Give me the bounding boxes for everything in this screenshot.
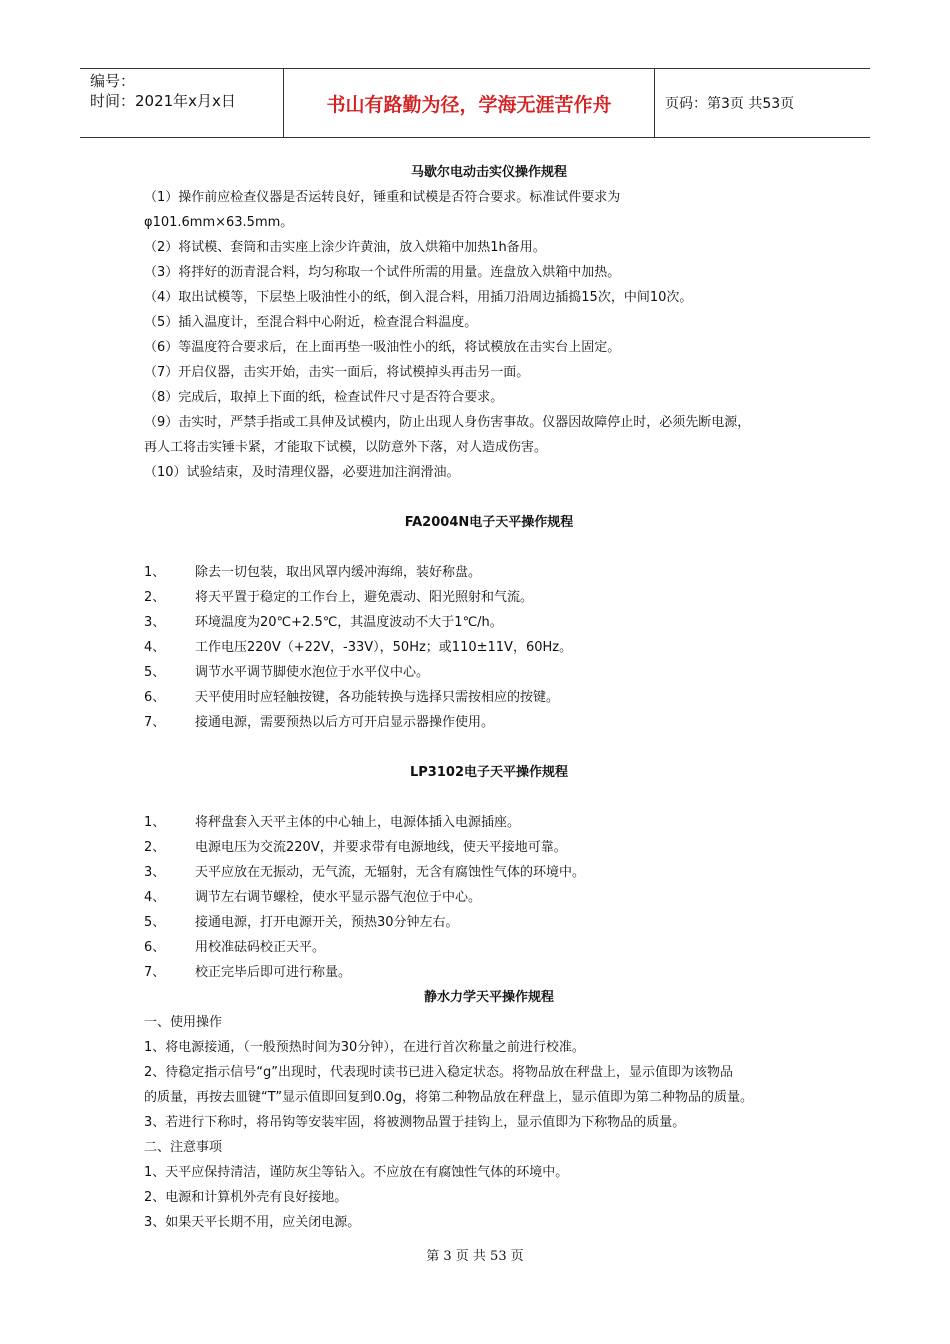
- list-text: 将天平置于稳定的工作台上，避免震动、阳光照射和气流。: [195, 590, 534, 605]
- section-title-hydrostatic: 静水力学天平操作规程: [423, 990, 554, 1005]
- list-number: 4、: [144, 640, 166, 655]
- paragraph-line: φ101.6mm×63.5mm。: [144, 215, 294, 230]
- paragraph-line: （1）操作前应检查仪器是否运转良好，锤重和试模是否符合要求。标准试件要求为: [144, 190, 621, 205]
- paragraph-line: 的质量，再按去皿键“T”显示值即回复到0.0g，将第二种物品放在秤盘上，显示值即为第二种物品的质量。: [144, 1090, 754, 1105]
- paragraph-line: （3）将拌好的沥青混合料，均匀称取一个试件所需的用量。连盘放入烘箱中加热。: [144, 265, 621, 280]
- list-number: 5、: [144, 915, 166, 930]
- list-text: 接通电源，需要预热以后方可开启显示器操作使用。: [195, 715, 495, 730]
- list-text: 电源电压为交流220V，并要求带有电源地线，使天平接地可靠。: [195, 840, 567, 855]
- list-text: 工作电压220V（+22V，-33V），50Hz；或110±11V，60Hz。: [195, 640, 573, 655]
- list-item: [144, 935, 834, 960]
- list-text: 除去一切包装，取出风罩内缓冲海绵，装好称盘。: [195, 565, 482, 580]
- list-number: 1、: [144, 565, 166, 580]
- list-number: 3、: [144, 865, 166, 880]
- list-number: 2、: [144, 590, 166, 605]
- paragraph-line: （7）开启仪器，击实开始，击实一面后，将试模掉头再击另一面。: [144, 365, 530, 380]
- number-label: 编号：: [90, 72, 136, 90]
- list-text: 调节水平调节脚使水泡位于水平仪中心。: [195, 665, 430, 680]
- header-meta: [80, 69, 284, 137]
- spacer: [144, 735, 834, 760]
- list-number: 6、: [144, 940, 166, 955]
- list-item: [144, 860, 834, 885]
- list-number: 4、: [144, 890, 166, 905]
- paragraph-line: （10）试验结束，及时清理仪器，必要进加注润滑油。: [144, 465, 460, 480]
- paragraph-line: 2、电源和计算机外壳有良好接地。: [144, 1190, 348, 1205]
- list-number: 5、: [144, 665, 166, 680]
- paragraph-line: （4）取出试模等，下层垫上吸油性小的纸，倒入混合料，用插刀沿周边插捣15次，中间10次。: [144, 290, 693, 305]
- list-number: 2、: [144, 840, 166, 855]
- list-number: 7、: [144, 715, 166, 730]
- spacer: [144, 535, 834, 560]
- list-text: 天平使用时应轻触按键，各功能转换与选择只需按相应的按键。: [195, 690, 560, 705]
- paragraph-line: 3、如果天平长期不用，应关闭电源。: [144, 1215, 361, 1230]
- list-text: 接通电源，打开电源开关，预热30分钟左右。: [195, 915, 459, 930]
- paragraph-line: （8）完成后，取掉上下面的纸，检查试件尺寸是否符合要求。: [144, 390, 504, 405]
- list-text: 环境温度为20℃+2.5℃，其温度波动不大于1℃/h。: [195, 615, 503, 630]
- page-footer: 第 3 页 共 53 页: [426, 1249, 524, 1264]
- section-title-fa2004n: FA2004N电子天平操作规程: [404, 515, 574, 530]
- header-motto: 书山有路勤为径，学海无涯苦作舟: [284, 69, 655, 137]
- list-text: 调节左右调节螺栓，使水平显示器气泡位于中心。: [195, 890, 482, 905]
- spacer: [144, 485, 834, 510]
- document-body: [144, 160, 834, 1235]
- paragraph-line: 3、若进行下称时，将吊钩等安装牢固，将被测物品置于挂钩上，显示值即为下称物品的质量。: [144, 1115, 686, 1130]
- spacer: [144, 785, 834, 810]
- paragraph-line: 二、注意事项: [144, 1140, 223, 1155]
- paragraph-line: 1、天平应保持清洁，谨防灰尘等钻入。不应放在有腐蚀性气体的环境中。: [144, 1165, 569, 1180]
- paragraph-line: 再人工将击实锤卡紧，才能取下试模，以防意外下落，对人造成伤害。: [144, 440, 548, 455]
- list-item: [144, 585, 834, 610]
- paragraph-line: （6）等温度符合要求后，在上面再垫一吸油性小的纸，将试模放在击实台上固定。: [144, 340, 621, 355]
- list-item: [144, 685, 834, 710]
- paragraph-line: 一、使用操作: [144, 1015, 223, 1030]
- list-text: 用校准砝码校正天平。: [195, 940, 326, 955]
- list-number: 7、: [144, 965, 166, 980]
- list-item: [144, 810, 834, 835]
- paragraph-line: （2）将试模、套筒和击实座上涂少许黄油，放入烘箱中加热1h备用。: [144, 240, 546, 255]
- list-item: [144, 885, 834, 910]
- list-item: [144, 960, 834, 985]
- paragraph-line: 1、将电源接通，（一般预热时间为30分钟），在进行首次称量之前进行校准。: [144, 1040, 585, 1055]
- list-item: [144, 635, 834, 660]
- header-page-code: 页码：第3页 共53页: [665, 96, 795, 112]
- list-number: 3、: [144, 615, 166, 630]
- list-text: 天平应放在无振动，无气流，无辐射，无含有腐蚀性气体的环境中。: [195, 865, 586, 880]
- list-item: [144, 710, 834, 735]
- list-item: [144, 660, 834, 685]
- page-header: [80, 68, 870, 138]
- paragraph-line: 2、待稳定指示信号“g”出现时，代表现时读书已进入稳定状态。将物品放在秤盘上，显示值即为该物品: [144, 1065, 733, 1080]
- list-item: [144, 835, 834, 860]
- paragraph-line: （9）击实时，严禁手指或工具伸及试模内，防止出现人身伤害事故。仪器因故障停止时，必须先断电源，: [144, 415, 751, 430]
- list-number: 1、: [144, 815, 166, 830]
- list-number: 6、: [144, 690, 166, 705]
- list-text: 校正完毕后即可进行称量。: [195, 965, 352, 980]
- list-text: 将秤盘套入天平主体的中心轴上，电源体插入电源插座。: [195, 815, 521, 830]
- paragraph-line: （5）插入温度计，至混合料中心附近，检查混合料温度。: [144, 315, 478, 330]
- list-item: [144, 910, 834, 935]
- list-item: [144, 560, 834, 585]
- list-item: [144, 610, 834, 635]
- section-title-marshall: 马歇尔电动击实仪操作规程: [410, 165, 567, 180]
- time-label: 时间：2021年x月x日: [90, 92, 236, 110]
- section-title-lp3102: LP3102电子天平操作规程: [410, 765, 568, 780]
